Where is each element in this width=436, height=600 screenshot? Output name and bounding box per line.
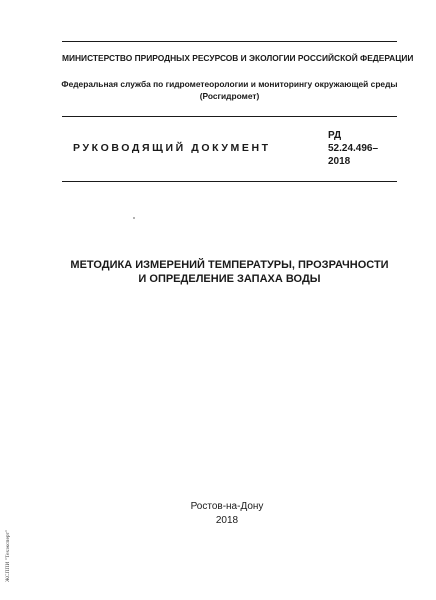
vertical-stamp: ЖСППИ "Техэксперт" <box>5 529 11 582</box>
document-title <box>62 258 397 286</box>
document-type: РУКОВОДЯЩИЙ ДОКУМЕНТ <box>73 142 271 154</box>
doctype-rule <box>62 181 397 182</box>
document-title-line-2: И ОПРЕДЕЛЕНИЕ ЗАПАХА ВОДЫ <box>138 273 321 285</box>
publication-year: 2018 <box>215 515 239 526</box>
top-rule <box>62 41 397 42</box>
federal-service-name: Федеральная служба по гидрометеорологии и мониторингу окружающей среды <box>61 79 398 89</box>
federal-service <box>52 78 407 102</box>
publication-info <box>132 500 322 528</box>
document-code-number: 52.24.496– <box>328 143 379 154</box>
document-code-prefix: РД <box>328 130 342 141</box>
scan-speck <box>133 217 135 219</box>
document-title-line-1: МЕТОДИКА ИЗМЕРЕНИЙ ТЕМПЕРАТУРЫ, ПРОЗРАЧНОСТИ <box>70 259 389 271</box>
publication-city: Ростов-на-Дону <box>190 501 264 512</box>
ministry-name: МИНИСТЕРСТВО ПРИРОДНЫХ РЕСУРСОВ И ЭКОЛОГИИ РОССИЙСКОЙ ФЕДЕРАЦИИ <box>62 53 414 63</box>
document-code-year: 2018 <box>328 156 351 167</box>
header-rule <box>62 116 397 117</box>
federal-service-abbr: (Росгидромет) <box>199 91 260 101</box>
document-code <box>328 129 378 168</box>
